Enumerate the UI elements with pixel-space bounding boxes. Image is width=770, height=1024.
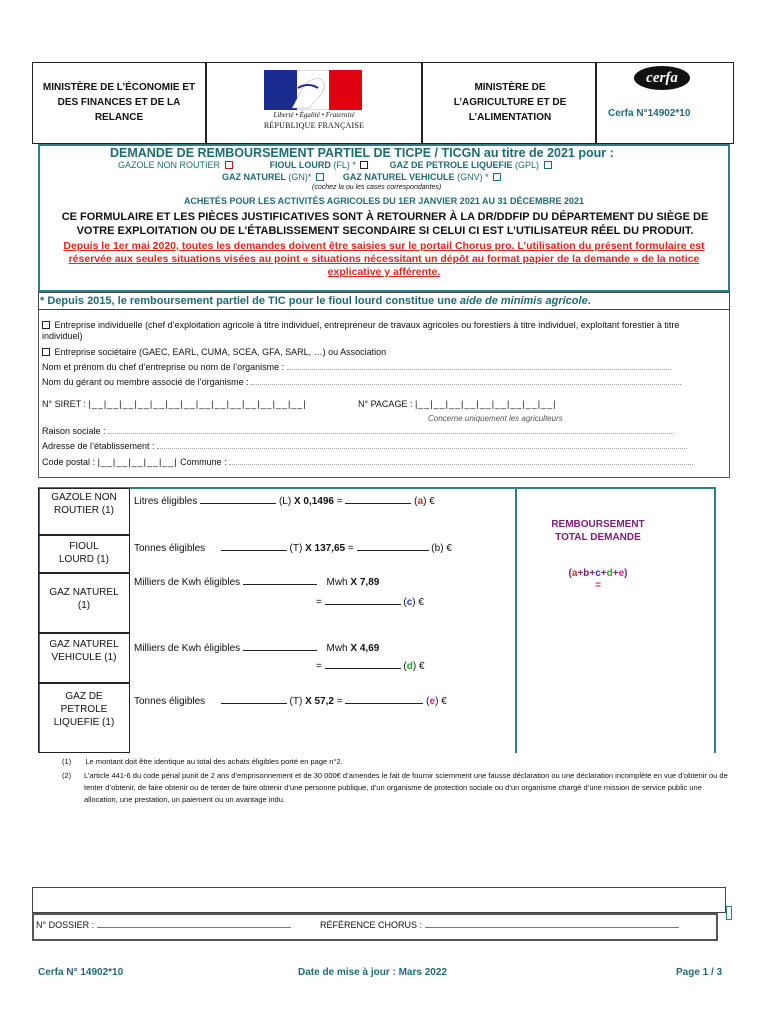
gnv-euro: €	[418, 661, 425, 672]
total-title: REMBOURSEMENT TOTAL DEMANDE	[551, 519, 645, 543]
formula-equals: =	[595, 580, 601, 591]
manager-name-label: Nom du gérant ou membre associé de l’organisme :	[42, 377, 249, 387]
gpl-unit: (T)	[289, 696, 303, 707]
total-formula: (a+b+c+d+e) =	[568, 568, 628, 591]
footnote-2-num: (2)	[62, 771, 72, 780]
fioul-checkbox[interactable]	[360, 161, 368, 169]
gnv-checkbox[interactable]	[493, 173, 501, 181]
opt-gnv-abbr: (GNV) *	[457, 172, 489, 182]
gpl-equals: =	[336, 696, 343, 707]
siret-field[interactable]: N° SIRET : |__|__|__|__|__|__|__|__|__|__|__|__|__|__|	[42, 399, 307, 409]
marianne-profile-icon	[264, 70, 362, 110]
chorus-notice: Depuis le 1er mai 2020, toutes les demandes doivent être saisies sur le portail Chorus pro. L’utilisation du présent formulaire est réservée aux seules situations visées au point « situations nécessitant un dépôt au format papier de la demande » de la notice explicative y afférente.	[63, 240, 705, 278]
raison-line[interactable]	[108, 433, 674, 434]
gn-checkbox[interactable]	[316, 173, 324, 181]
adresse-field[interactable]	[42, 441, 687, 451]
cerfa-number: Cerfa N°14902*10	[608, 108, 691, 119]
gn-rate: X 7,89	[350, 577, 380, 588]
commune-label: Commune :	[180, 457, 227, 467]
aid-note-suffix: .	[587, 295, 591, 307]
raison-field[interactable]	[42, 426, 674, 436]
individual-option[interactable]	[42, 320, 722, 342]
row-gn-calc	[134, 577, 379, 588]
formula-b: b	[583, 568, 590, 579]
gnv-result[interactable]	[325, 668, 401, 669]
gazole-letter: a	[417, 496, 424, 507]
fioul-equals: =	[347, 543, 354, 554]
gazole-equals: =	[336, 496, 343, 507]
fioul-unit: (T)	[289, 543, 303, 554]
chorus-ref-field[interactable]	[320, 920, 679, 930]
gpl-result[interactable]	[345, 703, 423, 704]
footer-date: Date de mise à jour : Mars 2022	[298, 967, 447, 978]
adresse-line[interactable]	[157, 448, 687, 449]
republic-name: RÉPUBLIQUE FRANÇAISE	[263, 121, 365, 130]
gn-input[interactable]	[243, 584, 317, 585]
company-label: Entreprise sociétaire (GAEC, EARL, CUMA, SCEA, GFA, SARL, …) ou Association	[54, 347, 387, 357]
manager-name-line[interactable]	[251, 384, 681, 385]
gpl-euro: €	[441, 696, 447, 707]
fuel-options-line2	[222, 172, 562, 182]
chorus-ref-label: RÉFÉRENCE CHORUS :	[320, 920, 423, 930]
row-label-gpl: GAZ DE PETROLE LIQUEFIE (1)	[38, 683, 130, 753]
company-option[interactable]	[42, 347, 386, 357]
row-label-gn: GAZ NATUREL (1)	[38, 573, 130, 633]
row-fioul-calc: Tonnes éligibles (T) X 137,65 = (b) €	[134, 543, 452, 554]
gnv-unit: Mwh	[326, 643, 348, 654]
gnv-input[interactable]	[243, 650, 317, 651]
row-gpl-calc: Tonnes éligibles (T) X 57,2 = (e) €	[134, 696, 447, 707]
ministry-right-text: MINISTÈRE DE L’AGRICULTURE ET DE L’ALIMENTATION	[453, 82, 567, 123]
side-mark	[726, 906, 732, 920]
opt-fioul-abbr: (FL) *	[333, 160, 356, 170]
form-title: DEMANDE DE REMBOURSEMENT PARTIEL DE TICPE / TICGN au titre de 2021 pour :	[110, 146, 614, 160]
gpl-checkbox[interactable]	[544, 161, 552, 169]
footer-page: Page 1 / 3	[676, 967, 723, 978]
opt-gpl-label: GAZ DE PETROLE LIQUEFIE	[389, 160, 513, 170]
footnote-1-text: Le montant doit être identique au total des achats éligibles porté en page n°2.	[85, 757, 343, 766]
footnote-1-num: (1)	[62, 757, 72, 766]
company-checkbox[interactable]	[42, 348, 50, 356]
chorus-ref-line[interactable]	[425, 927, 679, 928]
gpl-letter: e	[429, 696, 436, 707]
fioul-letter: b	[434, 543, 441, 554]
blank-box	[32, 887, 726, 913]
formula-c: c	[595, 568, 601, 579]
commune-line[interactable]	[229, 464, 693, 465]
gazole-rate: X 0,1496	[293, 496, 334, 507]
raison-label: Raison sociale :	[42, 426, 106, 436]
footnote-1	[62, 757, 343, 766]
period-text: ACHETÉS POUR LES ACTIVITÉS AGRICOLES DU 1ER JANVIER 2021 AU 31 DÉCEMBRE 2021	[183, 196, 585, 206]
adresse-label: Adresse de l’établissement :	[42, 441, 155, 451]
gazole-euro: €	[429, 496, 435, 507]
gn-equals: =	[316, 597, 322, 608]
opt-fioul-label: FIOUL LOURD	[269, 160, 331, 170]
gn-unit-label: Milliers de Kwh éligibles	[134, 577, 241, 588]
gn-unit: Mwh	[326, 577, 348, 588]
marianne-logo	[264, 70, 362, 110]
opt-gpl-abbr: (GPL)	[515, 160, 540, 170]
opt-gazole-label: GAZOLE NON ROUTIER	[118, 160, 221, 170]
gnv-letter: d	[406, 661, 413, 672]
individual-checkbox[interactable]	[42, 321, 50, 329]
cerfa-logo: cerfa	[634, 66, 690, 90]
row-label-gazole: GAZOLE NON ROUTIER (1)	[38, 488, 130, 535]
row-gn-result: = (c) €	[316, 597, 424, 608]
checkbox-note: (cochez la ou les cases correspondantes)	[312, 184, 442, 191]
code-postal-label: Code postal :	[42, 457, 96, 467]
pacage-label: N° PACAGE :	[358, 399, 413, 409]
fioul-unit-label: Tonnes éligibles	[134, 543, 206, 554]
chef-name-line[interactable]	[287, 369, 671, 370]
aid-note-prefix: * Depuis 2015, le remboursement partiel de TIC pour le fioul lourd constitue une	[40, 295, 457, 307]
opt-gnv-label: GAZ NATUREL VEHICULE	[342, 172, 455, 182]
ministry-left-text: MINISTÈRE DE L’ÉCONOMIE ET DES FINANCES ET DE LA RELANCE	[42, 82, 196, 123]
individual-label: Entreprise individuelle (chef d’exploitation agricole à titre individuel, entrepreneur de travaux agricoles ou forestiers à titre individuel, exploitant forestier à titre individuel)	[42, 320, 680, 341]
siret-label: N° SIRET :	[42, 399, 86, 409]
republic-motto: Liberté • Égalité • Fraternité	[273, 111, 355, 119]
aid-note	[40, 295, 591, 307]
chef-name-field[interactable]	[42, 362, 671, 372]
formula-e: e	[618, 568, 625, 579]
pacage-field[interactable]: N° PACAGE : |__|__|__|__|__|__|__|__|__|	[358, 399, 557, 409]
fioul-rate: X 137,65	[305, 543, 346, 554]
gazole-unit-label: Litres éligibles	[134, 496, 198, 507]
gnv-equals: =	[316, 661, 322, 672]
dossier-line[interactable]	[97, 927, 291, 928]
fioul-euro: €	[446, 543, 452, 554]
fuel-options-line1	[118, 160, 638, 170]
gazole-result[interactable]	[345, 503, 411, 504]
formula-a: a	[571, 568, 578, 579]
aid-note-emphasis: aide de minimis agricole	[459, 295, 588, 307]
gazole-unit: (L)	[278, 496, 292, 507]
dossier-field[interactable]	[36, 920, 291, 930]
manager-name-field[interactable]	[42, 377, 681, 387]
instruction-text: CE FORMULAIRE ET LES PIÈCES JUSTIFICATIVES SONT À RETOURNER À LA DR/DDFIP DU DÉPARTEMENT DU SIÈGE DE VOTRE EXPLOITATION OU DE L’ÉTABLISSEMENT SECONDAIRE SI CELUI CI EST L’UTILISATEUR RÉEL DU PRODUIT.	[61, 211, 709, 237]
row-gnv-calc	[134, 643, 379, 654]
gn-euro: €	[418, 597, 424, 608]
fioul-result[interactable]	[357, 550, 429, 551]
gpl-unit-label: Tonnes éligibles	[134, 696, 206, 707]
row-gazole-calc: Litres éligibles (L) X 0,1496 = (a) €	[134, 496, 435, 507]
gn-result[interactable]	[325, 604, 401, 605]
row-label-gnv: GAZ NATUREL VEHICULE (1)	[38, 633, 130, 683]
dossier-label: N° DOSSIER :	[36, 920, 95, 930]
opt-gn-abbr: (GN)*	[288, 172, 312, 182]
code-postal-field[interactable]: Code postal : |__|__|__|__|__| Commune :	[42, 457, 693, 467]
gazole-checkbox[interactable]	[225, 161, 233, 169]
opt-gn-label: GAZ NATUREL	[222, 172, 286, 182]
row-gnv-result: = (d) €	[316, 661, 425, 672]
footer-cerfa: Cerfa N° 14902*10	[38, 967, 124, 978]
footnote-2-text: L’article 441-6 du code pénal punit de 2 ans d’emprisonnement et de 30 000€ d’amendes le fait de fournir sciemment une fausse déclaration ou une déclaration incomplète en vue d’obtenir ou de tenter d’obtenir, de faire obtenir ou de tenter de faire obtenir d’une personne publique, d’un organisme de protection sociale ou d’un organisme chargé d’une mission de service public une allocation, une prestation, un paiement ou un avantage indu.	[84, 771, 728, 804]
gnv-rate: X 4,69	[350, 643, 380, 654]
gpl-input[interactable]	[221, 703, 287, 704]
table-divider	[515, 487, 517, 753]
gpl-rate: X 57,2	[305, 696, 334, 707]
row-label-fioul: FIOUL LOURD (1)	[38, 535, 130, 573]
gn-letter: c	[406, 597, 413, 608]
fioul-input[interactable]	[221, 550, 287, 551]
chef-name-label: Nom et prénom du chef d’entreprise ou nom de l’organisme :	[42, 362, 285, 372]
formula-d: d	[606, 568, 613, 579]
pacage-note: Concerne uniquement les agriculteurs	[428, 414, 563, 423]
gazole-input[interactable]	[200, 503, 276, 504]
gnv-unit-label: Milliers de Kwh éligibles	[134, 643, 241, 654]
